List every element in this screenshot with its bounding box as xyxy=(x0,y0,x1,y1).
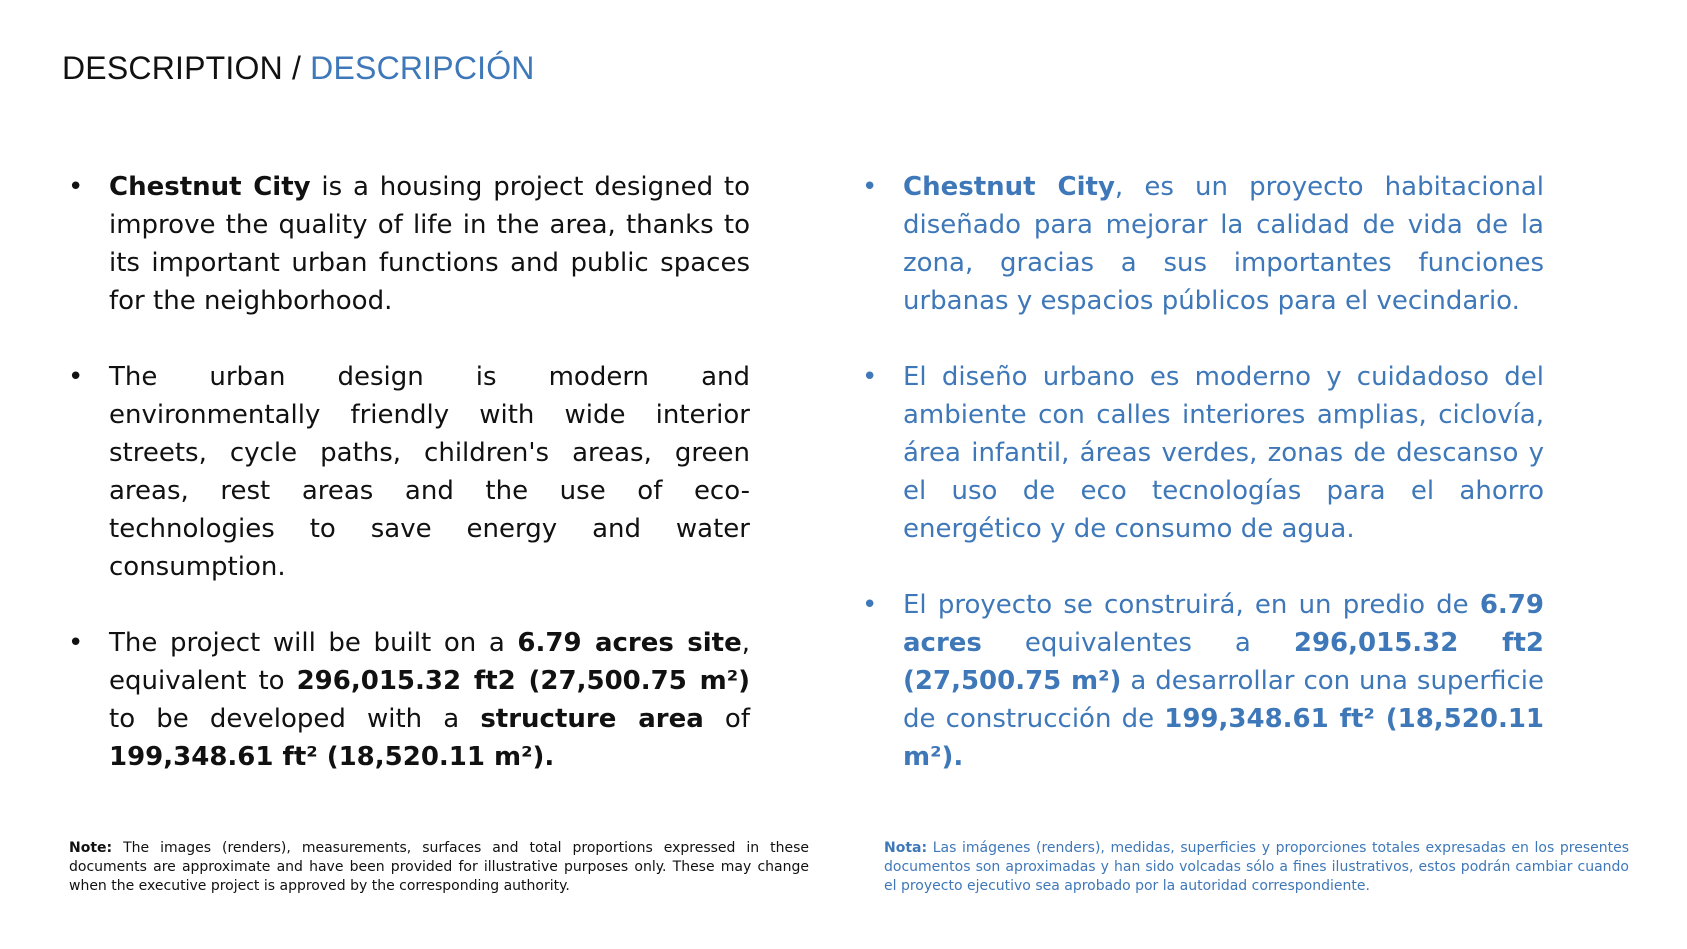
bullet-text: , es un proyecto habitacional diseñado para mejorar la calidad de vida de la zona, gracias a sus importantes funciones urbanas y espacios públicos para el vecindario. xyxy=(903,172,1544,316)
project-name: Chestnut City xyxy=(109,172,311,202)
spanish-bullet-project-intro xyxy=(858,168,1544,320)
page-title xyxy=(62,50,535,87)
english-column xyxy=(64,168,750,814)
english-bullet-site-area xyxy=(64,624,750,776)
note-label: Note: xyxy=(69,840,113,856)
structure-area-value: 199,348.61 ft² (18,520.11 m²). xyxy=(903,704,1545,772)
bullet-text: The urban design is modern and environmentally friendly with wide interior streets, cycle paths, children's areas, green areas, rest areas and the use of eco-technologies to save energy and water consumption. xyxy=(109,362,750,582)
english-bullet-urban-design xyxy=(64,358,750,586)
note-text: The images (renders), measurements, surfaces and total proportions expressed in these documents are approximate and have been provided for illustrative purposes only. These may change when the executive project is approved by the corresponding authority. xyxy=(69,840,809,894)
structure-area-label: structure area xyxy=(480,704,704,734)
title-english: DESCRIPTION xyxy=(62,50,283,86)
english-bullet-project-intro xyxy=(64,168,750,320)
note-text: Las imágenes (renders), medidas, superficies y proporciones totales expresadas en los presentes documentos son aproximadas y han sido volcadas sólo a fines ilustrativos, estos podrán cambiar cuando el proyecto ejecutivo sea aprobado por la autoridad correspondiente. xyxy=(884,840,1629,894)
bullet-text: The project will be built on a xyxy=(109,628,518,658)
site-size: 6.79 acres site xyxy=(517,628,742,658)
spanish-column xyxy=(858,168,1544,814)
bullet-text: El diseño urbano es moderno y cuidadoso del ambiente con calles interiores amplias, ciclovía, área infantil, áreas verdes, zonas de descanso y el uso de eco tecnologías para el ahorro energético y de consumo de agua. xyxy=(903,362,1544,544)
bullet-text: equivalentes a xyxy=(981,628,1294,658)
project-name: Chestnut City xyxy=(903,172,1115,202)
bullet-text: of xyxy=(703,704,750,734)
note-label: Nota: xyxy=(884,840,928,856)
title-spanish: DESCRIPCIÓN xyxy=(310,50,535,86)
bullet-text: to be developed with a xyxy=(109,704,481,734)
spanish-bullet-urban-design xyxy=(858,358,1544,548)
bullet-text: , equivalent to xyxy=(109,628,750,696)
spanish-bullet-site-area xyxy=(858,586,1544,776)
english-bullet-list xyxy=(64,168,750,776)
spanish-bullet-list xyxy=(858,168,1544,776)
site-size: 6.79 acres xyxy=(903,590,1544,658)
spanish-note xyxy=(884,839,1629,896)
structure-area-value: 199,348.61 ft² (18,520.11 m²). xyxy=(109,742,555,772)
bullet-text: is a housing project designed to improve the quality of life in the area, thanks to its important urban functions and public spaces for the neighborhood. xyxy=(109,172,751,316)
site-area: 296,015.32 ft2 (27,500.75 m²) xyxy=(296,666,751,696)
bullet-text: El proyecto se construirá, en un predio de xyxy=(903,590,1480,620)
title-separator: / xyxy=(282,50,311,86)
english-note xyxy=(69,839,809,896)
bullet-text: a desarrollar con una superficie de construcción de xyxy=(903,666,1544,734)
site-area: 296,015.32 ft2 (27,500.75 m²) xyxy=(903,628,1544,696)
